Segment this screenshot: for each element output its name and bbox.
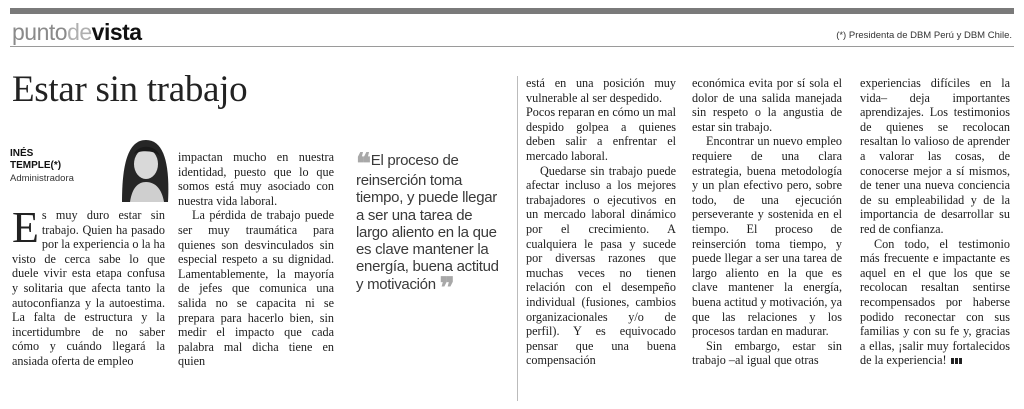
- headline: Estar sin trabajo: [12, 69, 248, 110]
- paragraph: Pocos reparan en cómo un mal despido golpea a quienes deben salir a enfrentar el mercado laboral.: [526, 105, 676, 163]
- column-divider: [517, 76, 518, 401]
- paragraph: experiencias difíciles en la vida– deja importantes aprendizajes. Los testimonios de quienes se recolocan resaltan lo valioso de aprender a valorar las cosas, de conocerse mejor a sí mismos, de tener una nueva conciencia de su empleabilidad y de la importancia de desarrollar su red de confianza.: [860, 76, 1010, 236]
- article-column-5: [692, 76, 842, 368]
- author-box: [10, 134, 172, 202]
- pull-quote-text: El proceso de reinserción toma tiempo, y puede llegar a ser una tarea de largo aliento en la que es clave mantener la energía, buena actitud y motivación: [356, 152, 499, 293]
- paragraph: impactan mucho en nuestra identidad, puesto que lo que somos está muy asociado con nuestra vida laboral.: [178, 150, 334, 208]
- closing-text: Con todo, el testimonio más frecuente e impactante es aquel en el que los que se recolocan resaltan sentirse recompensados por haberse podido reconectar con sus familias y con su fe y, gracias a ellas, ¡salir muy fortalecidos de la experiencia!: [860, 236, 1010, 368]
- column-1-text: s muy duro estar sin trabajo. Quien ha pasado por la experiencia o la ha visto de cerca sabe lo que duele vivir esta etapa confusa y solitaria que afecta tanto la autoconfianza y la autoestima. La falta de estructura y la incertidumbre de no saber cómo y cuándo llegará la ansiada oferta de empleo: [12, 208, 165, 368]
- section-word-1: punto: [12, 19, 68, 45]
- author-name-line-1: INÉS: [10, 148, 34, 159]
- article-column-1: [12, 203, 165, 369]
- paragraph: Sin embargo, estar sin trabajo –al igual que otras: [692, 338, 842, 368]
- end-mark-icon: [951, 358, 963, 364]
- article-column-4: [526, 76, 676, 368]
- pull-quote: [350, 150, 510, 350]
- author-name-line-2: TEMPLE(*): [10, 160, 62, 171]
- top-bar: [10, 8, 1014, 14]
- paragraph: [860, 237, 1010, 368]
- author-credit: (*) Presidenta de DBM Perú y DBM Chile.: [836, 30, 1012, 41]
- paragraph: económica evita por sí sola el dolor de una salida manejada sin respeto o la angustia de estar sin trabajo.: [692, 76, 842, 134]
- section-title: [12, 18, 142, 46]
- paragraph: Encontrar un nuevo empleo requiere de una clara estrategia, buena metodología y un plan efectivo pero, sobre todo, de una ejecución perseverante y sostenida en el tiempo. El proceso de reinserción toma tiempo, y puede llegar a ser una tarea de largo aliento en la que es clave mantener la energía, buena actitud y motivación, ya que las relaciones y los procesos tardan en madurar.: [692, 134, 842, 339]
- header-rule: [10, 46, 1014, 47]
- section-word-2: de: [67, 19, 92, 45]
- pull-quote-content: [356, 149, 506, 304]
- paragraph: [12, 203, 165, 369]
- article-column-6: [860, 76, 1010, 368]
- author-name: [10, 148, 61, 172]
- drop-cap: E: [12, 203, 39, 252]
- author-role: Administradora: [10, 173, 74, 184]
- paragraph: está en una posición muy vulnerable al ser despedido.: [526, 76, 676, 105]
- open-quote-icon: ❝: [356, 149, 371, 180]
- author-photo: [108, 134, 174, 202]
- section-word-3: vista: [91, 19, 142, 45]
- article-column-2: [178, 150, 334, 369]
- close-quote-icon: ❞: [439, 272, 455, 304]
- paragraph: Quedarse sin trabajo puede afectar incluso a los mejores trabajadores o ejecutivos en un mercado laboral dinámico por el crecimiento. A cualquiera le pasa y sucede por diversas razones que muchas veces no tienen relación con el desempeño individual (fusiones, cambios organizacionales y/o de perfil). Y es equivocado pensar que una buena compensación: [526, 163, 676, 368]
- paragraph: La pérdida de trabajo puede ser muy traumática para quienes son desvinculados sin especial respeto a su dignidad. Lamentablemente, la mayoría de jefes que comunica una salida no se capacita ni se prepara para hacerlo bien, sin medir el impacto que cada palabra mal dicha tiene en quien: [178, 208, 334, 369]
